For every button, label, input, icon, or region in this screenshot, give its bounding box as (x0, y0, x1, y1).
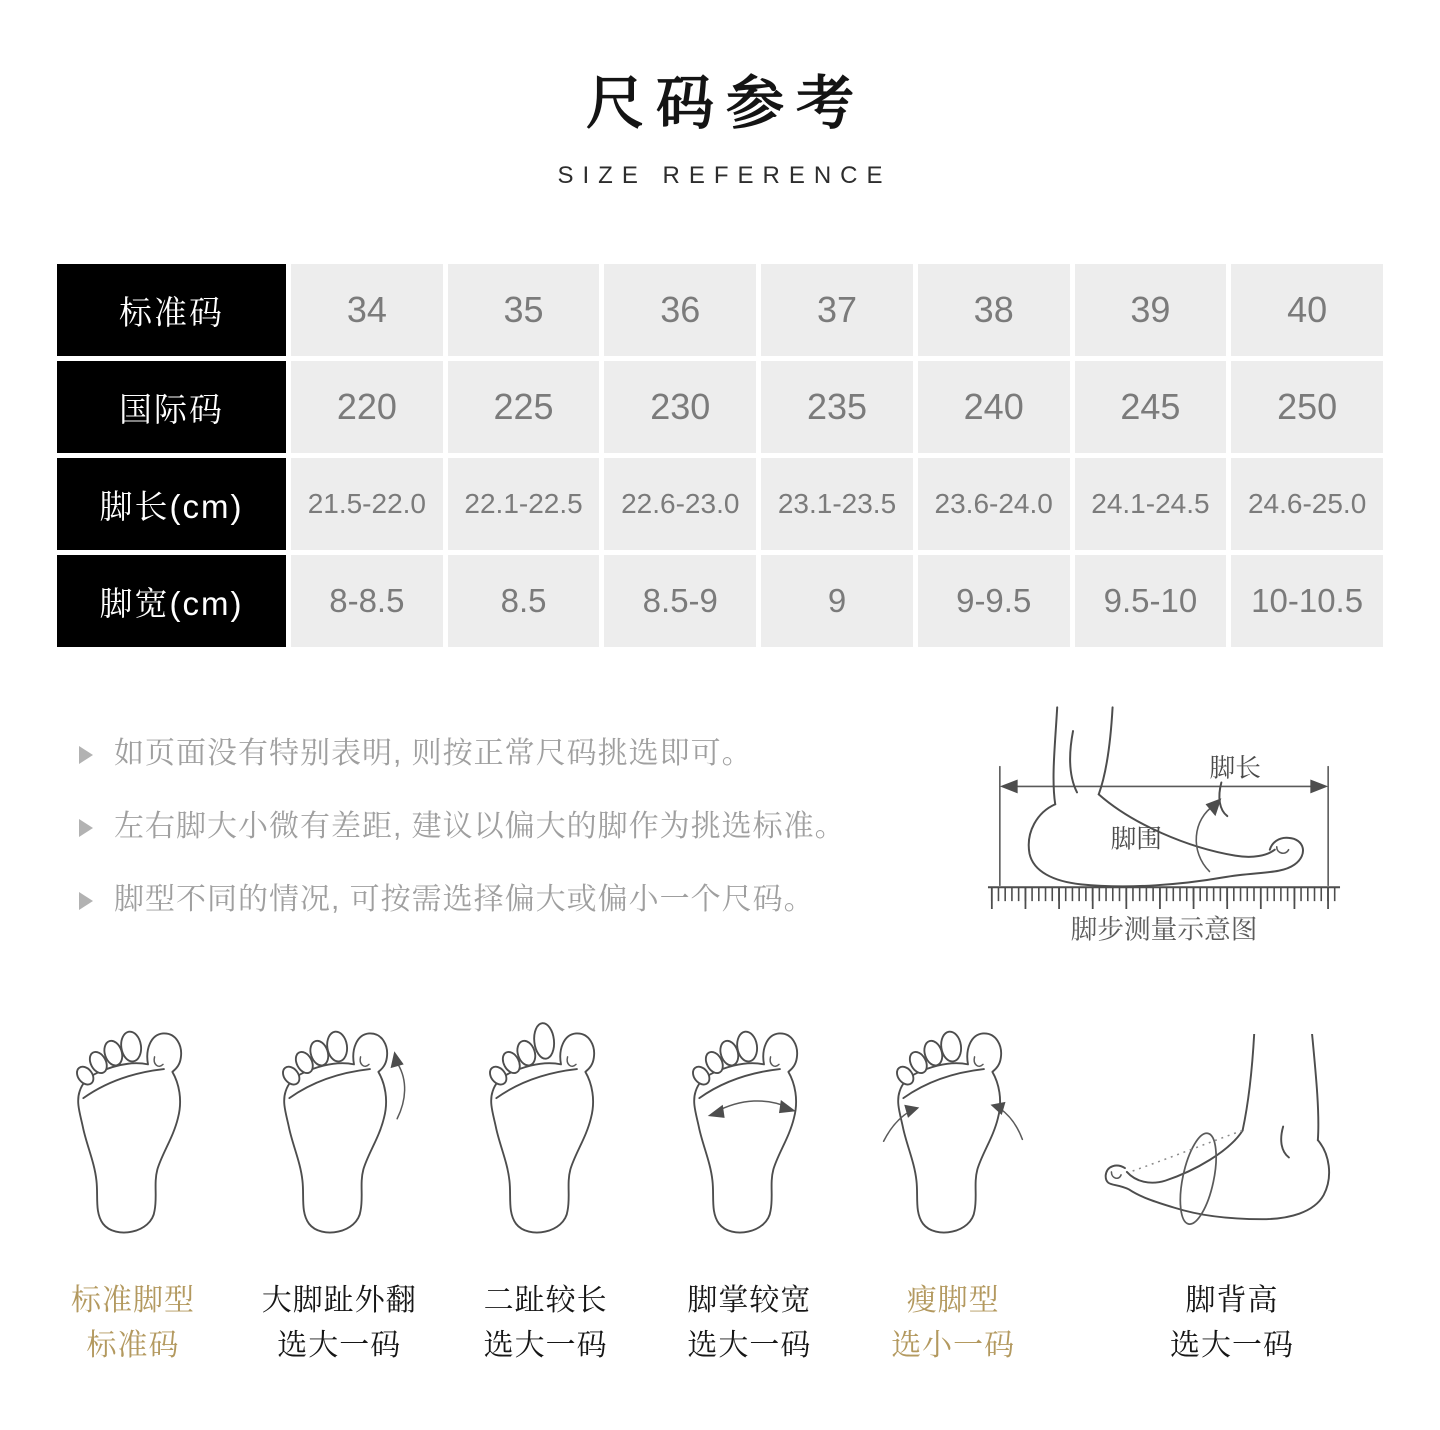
foot-type-advice: 选大一码 (687, 1329, 812, 1362)
size-cell (761, 458, 913, 550)
size-cell (918, 458, 1070, 550)
foot-sole-bunion-illustration (264, 1008, 414, 1252)
note-text: 如页面没有特别表明, 则按正常尺码挑选即可。 (114, 737, 753, 770)
foot-type-wide (674, 1008, 824, 1368)
size-cell-value: 22.1-22.5 (464, 488, 583, 519)
size-table (57, 264, 1383, 647)
foot-type-advice: 标准码 (86, 1329, 180, 1362)
foot-sole-thin-illustration (878, 1008, 1028, 1252)
size-cell (448, 555, 600, 647)
size-cell (291, 458, 443, 550)
foot-type-standard (58, 1008, 208, 1368)
foot-type-high-instep (1082, 1034, 1382, 1368)
foot-type-caption (687, 1278, 811, 1368)
size-cell (291, 555, 443, 647)
size-cell: 250 (1231, 361, 1383, 453)
triangle-bullet-icon (78, 891, 94, 916)
foot-type-name: 大脚趾外翻 (261, 1284, 417, 1317)
size-cell (1231, 458, 1383, 550)
foot-type-name: 脚掌较宽 (687, 1284, 812, 1317)
size-cell-value: 23.1-23.5 (777, 488, 897, 519)
size-cell-value: 10-10.5 (1251, 582, 1364, 619)
size-cell: 37 (761, 264, 913, 356)
size-cell-value: 21.5-22.0 (307, 488, 427, 519)
size-cell (918, 555, 1070, 647)
size-cell: 34 (291, 264, 443, 356)
triangle-bullet-icon (78, 745, 94, 770)
foot-type-advice: 选大一码 (1169, 1329, 1294, 1362)
size-cell-value: 8-8.5 (329, 582, 405, 619)
note-text: 左右脚大小微有差距, 建议以偏大的脚作为挑选标准。 (114, 810, 846, 843)
size-cell-value: 24.6-25.0 (1247, 488, 1367, 519)
foot-type-caption (1170, 1278, 1294, 1368)
foot-type-advice: 选小一码 (891, 1329, 1016, 1362)
foot-type-thin (878, 1008, 1028, 1368)
page-subtitle: SIZE REFERENCE (557, 162, 892, 189)
size-cell: 225 (448, 361, 600, 453)
foot-sole-standard-illustration (58, 1008, 208, 1252)
size-cell-value: 8.5-9 (642, 582, 718, 619)
foot-type-caption (71, 1278, 195, 1368)
size-cell-value: 8.5 (500, 582, 547, 619)
foot-type-name: 瘦脚型 (906, 1284, 1000, 1317)
foot-sole-wide-illustration (674, 1008, 824, 1252)
size-cell-value: 23.6-24.0 (934, 488, 1053, 519)
foot-type-name: 脚背高 (1185, 1284, 1279, 1317)
size-cell: 38 (918, 264, 1070, 356)
triangle-bullet-icon (78, 818, 94, 843)
foot-measurement-diagram (986, 703, 1342, 952)
size-cell (1075, 555, 1227, 647)
foot-type-caption (262, 1278, 417, 1368)
size-cell: 35 (448, 264, 600, 356)
size-cell (604, 458, 756, 550)
size-cell: 230 (604, 361, 756, 453)
size-cell-value: 9 (827, 582, 847, 619)
note-item (78, 810, 986, 843)
page-title: 尺码参考 (585, 71, 866, 136)
size-cell (1075, 458, 1227, 550)
foot-type-name: 标准脚型 (71, 1284, 195, 1317)
size-row-header-foot-length: 脚长(cm) (57, 458, 286, 550)
foot-measurement-illustration (986, 703, 1342, 947)
foot-type-long-second-toe (471, 1008, 621, 1368)
notes-list (78, 703, 986, 956)
page-header (0, 0, 1440, 190)
foot-type-bunion (262, 1008, 417, 1368)
size-row-header-standard: 标准码 (57, 264, 286, 356)
size-cell: 36 (604, 264, 756, 356)
size-cell-value: 22.6-23.0 (621, 488, 740, 519)
foot-type-caption (891, 1278, 1015, 1368)
size-cell (761, 555, 913, 647)
size-cell: 240 (918, 361, 1070, 453)
foot-length-label: 脚长 (1209, 754, 1261, 783)
foot-types-section (0, 1008, 1440, 1368)
foot-type-name: 二趾较长 (483, 1284, 608, 1317)
size-cell: 245 (1075, 361, 1227, 453)
size-cell-value: 9-9.5 (956, 582, 1032, 619)
note-text: 脚型不同的情况, 可按需选择偏大或偏小一个尺码。 (114, 883, 815, 916)
note-item (78, 737, 986, 770)
size-cell (448, 458, 600, 550)
size-cell: 235 (761, 361, 913, 453)
size-cell-value: 9.5-10 (1103, 582, 1198, 619)
foot-type-caption (484, 1278, 608, 1368)
size-row-header-foot-width: 脚宽(cm) (57, 555, 286, 647)
foot-side-high-instep-illustration (1082, 1034, 1382, 1252)
size-cell (1231, 555, 1383, 647)
size-cell-value: 24.1-24.5 (1091, 488, 1210, 519)
size-cell: 220 (291, 361, 443, 453)
size-cell: 40 (1231, 264, 1383, 356)
measure-diagram-caption: 脚步测量示意图 (1070, 914, 1258, 945)
note-item (78, 883, 986, 916)
foot-girth-label: 脚围 (1110, 825, 1163, 854)
foot-type-advice: 选大一码 (483, 1329, 608, 1362)
size-cell (604, 555, 756, 647)
size-row-header-international: 国际码 (57, 361, 286, 453)
foot-sole-long-second-toe-illustration (471, 1008, 621, 1252)
foot-type-advice: 选大一码 (277, 1329, 402, 1362)
size-cell: 39 (1075, 264, 1227, 356)
notes-and-diagram-section (0, 703, 1440, 956)
